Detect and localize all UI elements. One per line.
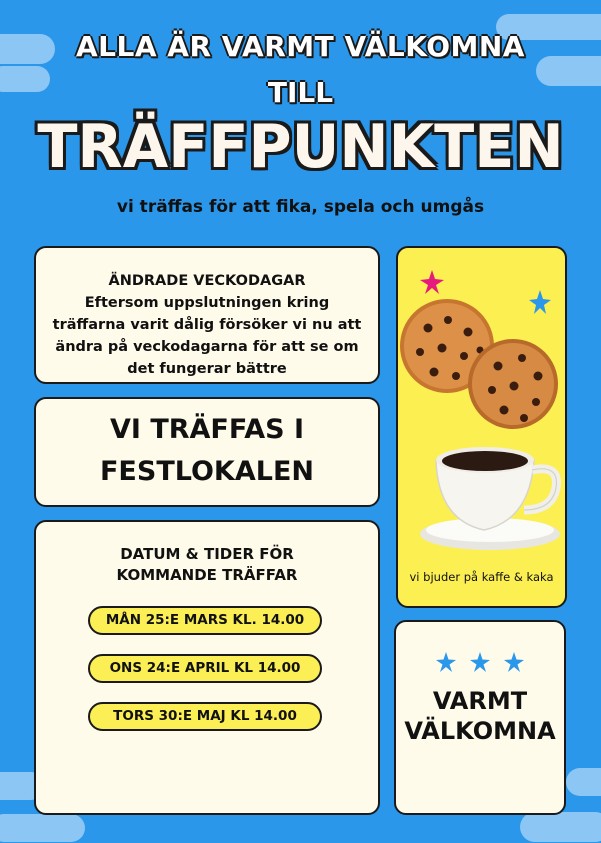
notice-card bbox=[34, 246, 380, 384]
notice-line: ändra på veckodagarna för att se om bbox=[55, 339, 359, 355]
page-title: TRÄFFPUNKTEN bbox=[37, 112, 564, 182]
stars-row bbox=[396, 642, 564, 682]
fika-illustration bbox=[398, 248, 565, 606]
location-line: VI TRÄFFAS I bbox=[109, 414, 305, 445]
star-icon bbox=[420, 270, 444, 294]
schedule-title: KOMMANDE TRÄFFAR bbox=[116, 566, 298, 584]
cloud-decoration bbox=[566, 768, 601, 796]
welcome-line: VÄLKOMNA bbox=[404, 717, 556, 745]
notice-line: träffarna varit dålig försöker vi nu att bbox=[52, 317, 362, 333]
notice-line: Eftersom uppslutningen kring bbox=[84, 295, 330, 311]
notice-line: det fungerar bättre bbox=[127, 361, 287, 377]
star-icon bbox=[504, 652, 524, 672]
location-card bbox=[34, 397, 380, 507]
cloud-decoration bbox=[520, 812, 601, 842]
fika-illustration-card bbox=[396, 246, 567, 608]
cloud-decoration bbox=[0, 814, 85, 842]
tagline: vi träffas för att fika, spela och umgås bbox=[116, 197, 485, 217]
welcome-card bbox=[394, 620, 566, 815]
date-pill: TORS 30:E MAJ KL 14.00 bbox=[88, 702, 322, 731]
header-line-2: TILL bbox=[267, 76, 334, 109]
notice-title: ÄNDRADE VECKODAGAR bbox=[108, 273, 306, 289]
star-icon bbox=[436, 652, 456, 672]
offer-caption: vi bjuder på kaffe & kaka bbox=[409, 570, 554, 584]
cookie-icon bbox=[468, 339, 558, 429]
welcome-line: VARMT bbox=[432, 687, 528, 715]
star-icon bbox=[470, 652, 490, 672]
date-pill: MÅN 25:E MARS KL. 14.00 bbox=[88, 606, 322, 635]
header-line-1: ALLA ÄR VARMT VÄLKOMNA bbox=[76, 30, 525, 63]
date-pill: ONS 24:E APRIL KL 14.00 bbox=[88, 654, 322, 683]
welcome-text bbox=[396, 686, 564, 746]
schedule-card bbox=[34, 520, 380, 815]
location-line: FESTLOKALEN bbox=[99, 456, 314, 487]
schedule-title: DATUM & TIDER FÖR bbox=[120, 545, 294, 563]
star-icon bbox=[529, 290, 551, 314]
coffee-cup-icon bbox=[420, 447, 560, 550]
